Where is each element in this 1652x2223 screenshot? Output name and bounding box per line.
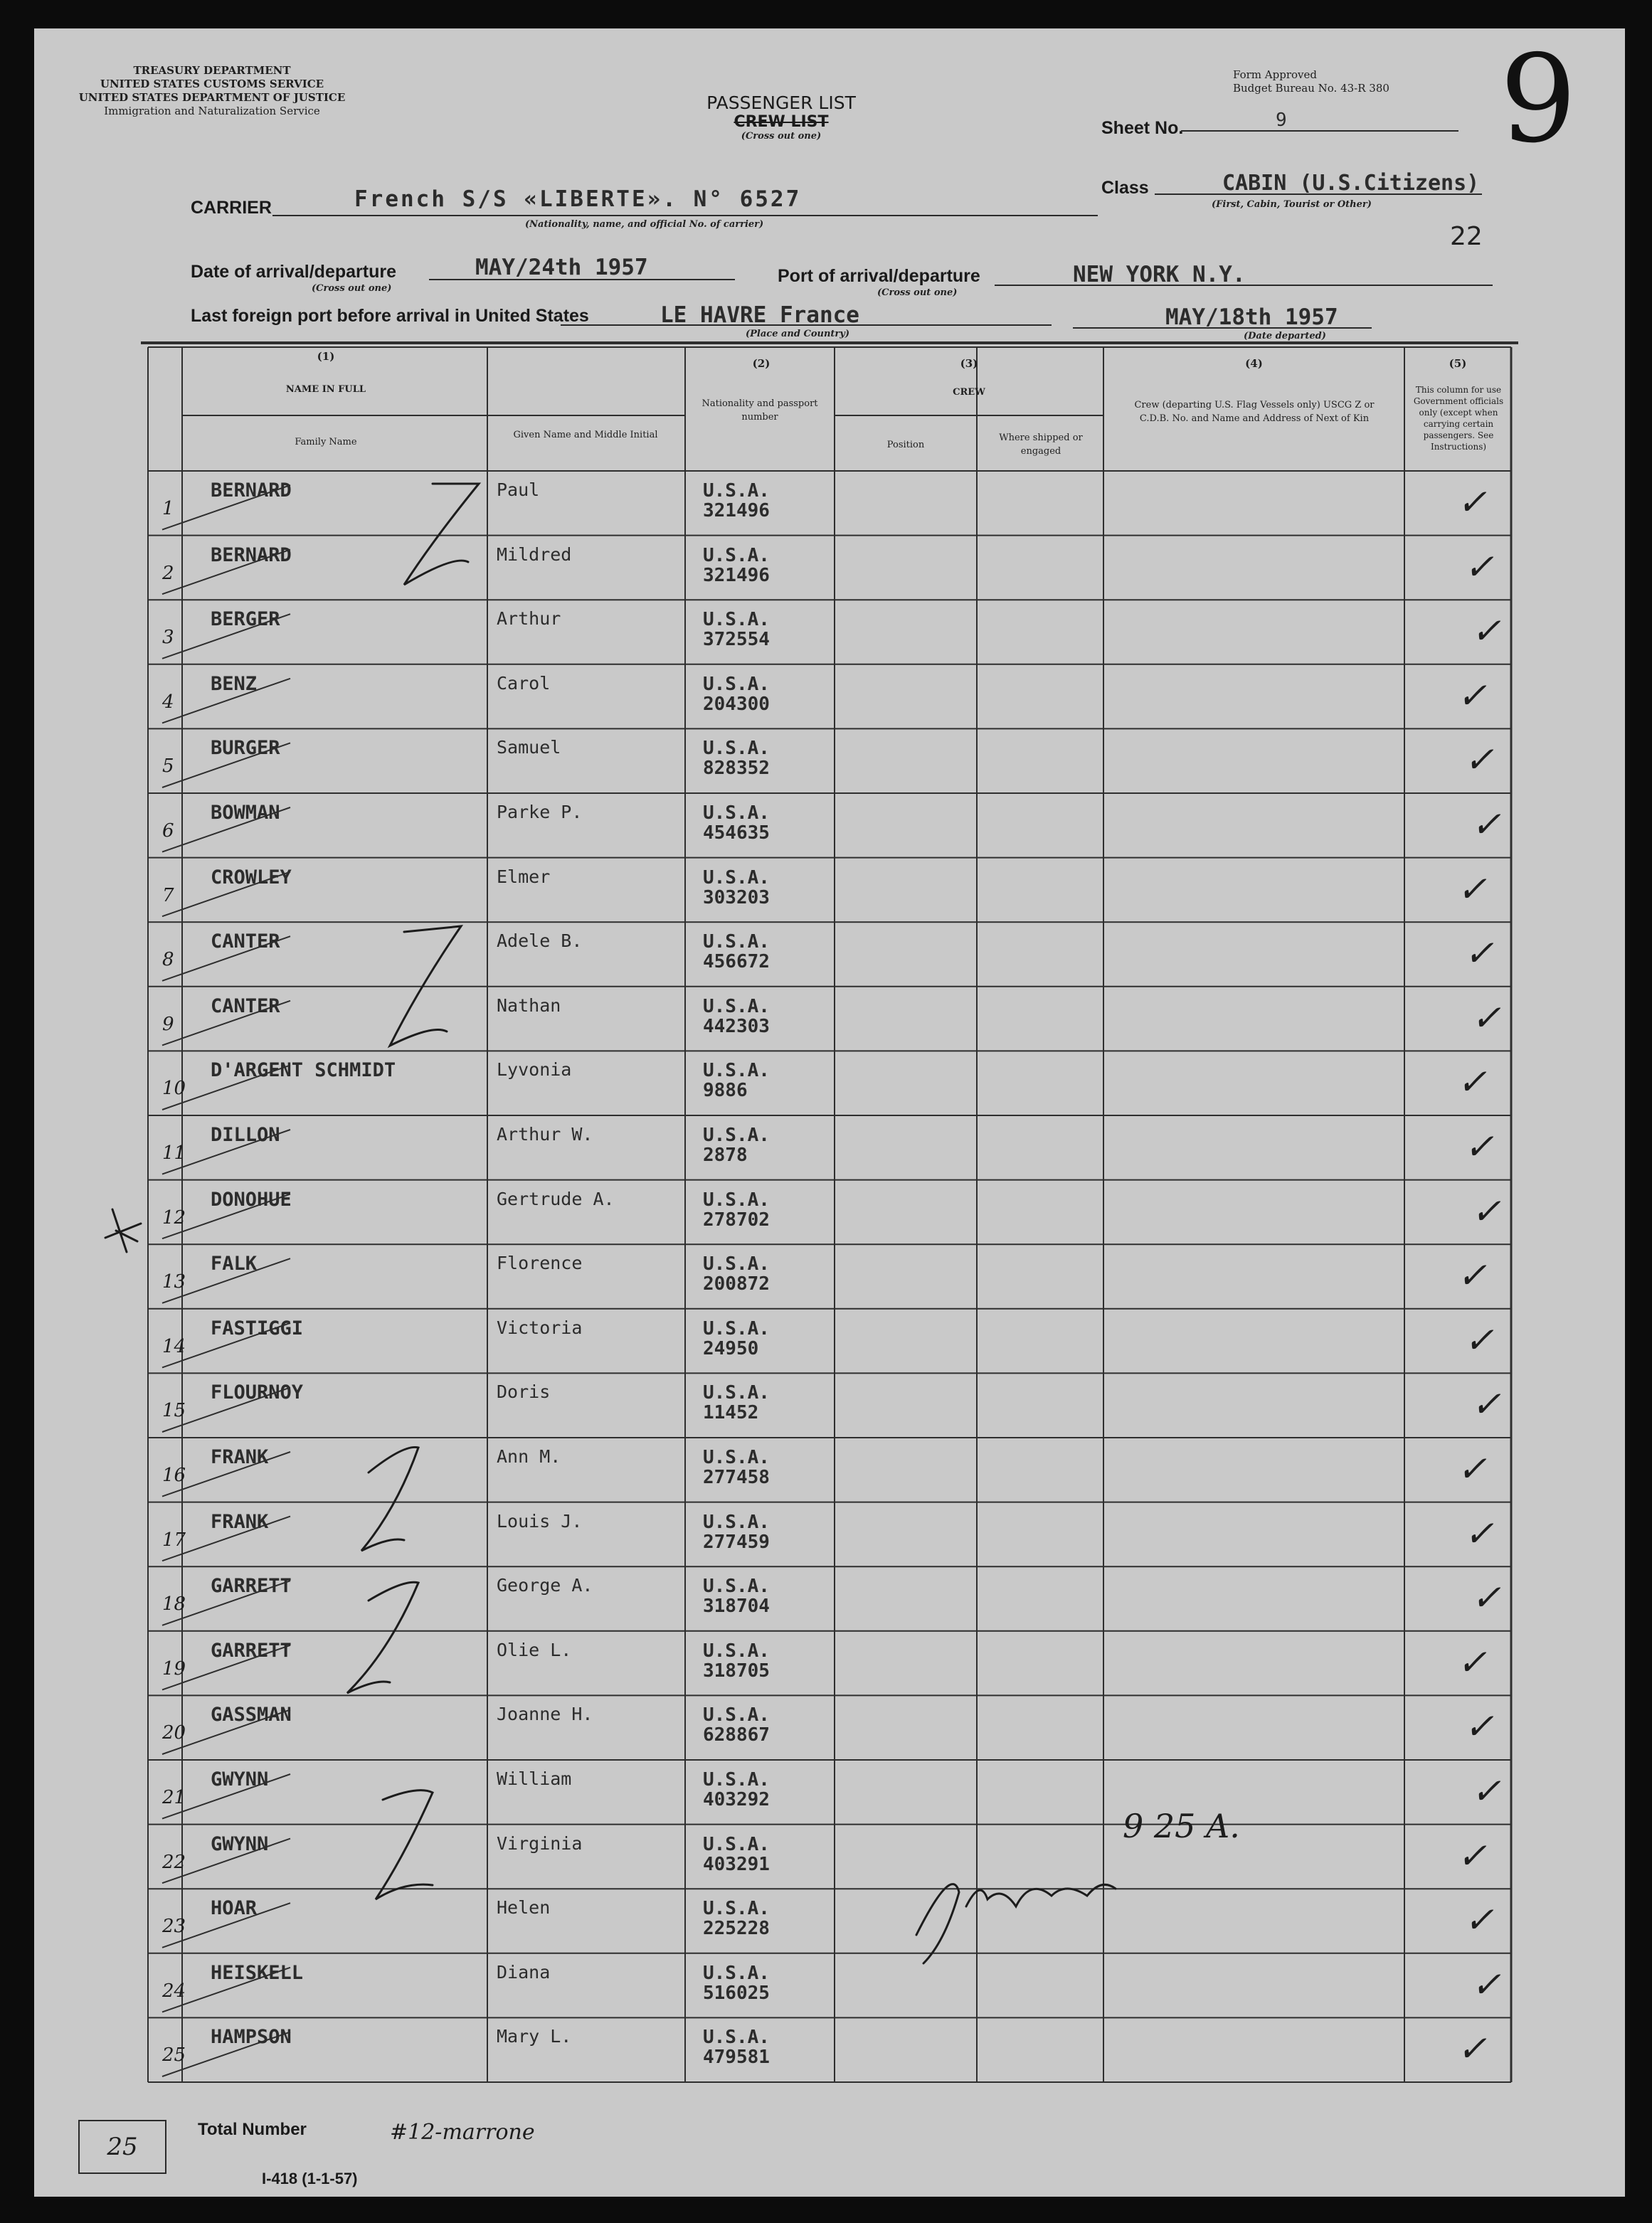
passport-number: 318705 — [703, 1660, 770, 1682]
family-name: FASTIGGI — [211, 1317, 304, 1339]
port-value: NEW YORK N.Y. — [1073, 262, 1246, 287]
family-mark-canter — [390, 926, 461, 1046]
family-name: FALK — [211, 1253, 258, 1275]
given-name: Louis J. — [497, 1510, 583, 1532]
check-mark: ✓ — [1471, 1771, 1501, 1812]
row-number: 2 — [162, 562, 174, 584]
check-mark: ✓ — [1471, 610, 1501, 652]
passport-number: 303203 — [703, 886, 770, 908]
given-name: Florence — [497, 1253, 583, 1274]
given-name: George A. — [497, 1575, 593, 1596]
port-label: Port of arrival/departure — [778, 266, 980, 286]
passport-number: 456672 — [703, 951, 770, 973]
passport-number: 225228 — [703, 1918, 770, 1940]
passport-number: 454635 — [703, 822, 770, 844]
handwriting-marks — [34, 28, 1625, 2197]
row-number: 6 — [162, 820, 174, 842]
row-number: 13 — [162, 1271, 186, 1293]
check-mark: ✓ — [1457, 1448, 1487, 1490]
passport-number: 277459 — [703, 1531, 770, 1553]
given-name: William — [497, 1768, 572, 1789]
signature-note: 9 25 A. — [1123, 1807, 1240, 1845]
col3-number: (3) — [960, 357, 978, 370]
row-number: 7 — [162, 884, 174, 906]
given-name: Victoria — [497, 1317, 583, 1338]
check-mark: ✓ — [1464, 1706, 1494, 1748]
family-name: GWYNN — [211, 1832, 269, 1855]
given-name: Elmer — [497, 866, 551, 887]
big-sheet-number: 9 — [1500, 29, 1577, 170]
total-box-value: 25 — [107, 2133, 138, 2161]
total-note: #12-marrone — [390, 2120, 535, 2145]
family-name: HEISKELL — [211, 1961, 304, 1984]
form-number: I-418 (1-1-57) — [262, 2170, 358, 2187]
given-name: Carol — [497, 672, 551, 694]
carrier-hint: (Nationality, name, and official No. of carrier) — [525, 219, 764, 230]
given-name: Adele B. — [497, 930, 583, 952]
row-number: 1 — [162, 498, 174, 519]
agency-line-3: UNITED STATES DEPARTMENT OF JUSTICE — [78, 91, 346, 104]
row12-note-mark — [105, 1209, 141, 1252]
family-name: GWYNN — [211, 1768, 269, 1790]
row-number: 12 — [162, 1206, 186, 1229]
row-number: 25 — [162, 2044, 186, 2067]
check-mark: ✓ — [1464, 1319, 1494, 1361]
nationality: U.S.A. — [703, 1125, 770, 1146]
total-label: Total Number — [198, 2120, 307, 2139]
check-mark: ✓ — [1464, 1512, 1494, 1554]
col5-title: This column for use Government officials only (except when carrying certain passengers. See Instructions) — [1413, 385, 1504, 452]
check-mark: ✓ — [1471, 1384, 1501, 1426]
row-number: 5 — [162, 755, 174, 778]
given-name: Lyvonia — [497, 1059, 572, 1081]
row-number: 18 — [162, 1593, 186, 1615]
passport-number: 372554 — [703, 629, 770, 651]
family-name: DILLON — [211, 1124, 280, 1146]
check-mark: ✓ — [1457, 868, 1487, 910]
carrier-label: CARRIER — [191, 198, 272, 218]
arrival-value: MAY/24th 1957 — [475, 255, 648, 280]
port-hint: (Cross out one) — [877, 287, 958, 298]
nationality: U.S.A. — [703, 738, 770, 760]
family-name: GASSMAN — [211, 1704, 292, 1726]
check-mark: ✓ — [1464, 546, 1494, 588]
last-port-hint: (Place and Country) — [746, 329, 849, 339]
family-name: FRANK — [211, 1510, 269, 1533]
family-name: BERGER — [211, 608, 280, 631]
given-name: Paul — [497, 479, 540, 500]
agency-line-4: Immigration and Naturalization Service — [104, 105, 320, 117]
check-mark: ✓ — [1471, 1577, 1501, 1619]
check-mark: ✓ — [1457, 674, 1487, 716]
row-number: 11 — [162, 1142, 186, 1164]
agency-line-2: UNITED STATES CUSTOMS SERVICE — [100, 78, 324, 90]
passport-number: 204300 — [703, 693, 770, 715]
nationality: U.S.A. — [703, 673, 770, 695]
passport-number: 628867 — [703, 1724, 770, 1746]
family-name: BENZ — [211, 672, 258, 695]
family-name: BERNARD — [211, 479, 292, 502]
arrival-hint: (Cross out one) — [312, 283, 392, 294]
nationality: U.S.A. — [703, 1253, 770, 1275]
last-port-date-hint: (Date departed) — [1244, 331, 1326, 341]
nationality: U.S.A. — [703, 1704, 770, 1726]
title-hint: (Cross out one) — [741, 131, 822, 142]
last-port-label: Last foreign port before arrival in United States — [191, 306, 589, 326]
family-mark-gwynn — [376, 1790, 433, 1899]
nationality: U.S.A. — [703, 1511, 770, 1533]
check-mark: ✓ — [1471, 997, 1501, 1039]
col4-title: Crew (departing U.S. Flag Vessels only) USCG Z or C.D.B. No. and Name and Address of Next of Kin — [1134, 400, 1375, 424]
row-number: 21 — [162, 1787, 186, 1808]
nationality: U.S.A. — [703, 1833, 770, 1855]
family-name: CROWLEY — [211, 866, 292, 888]
family-name: GARRETT — [211, 1639, 292, 1662]
passenger-list-form — [34, 28, 1625, 2197]
given-name: Diana — [497, 1961, 551, 1983]
given-name: Mary L. — [497, 2026, 572, 2047]
passport-number: 516025 — [703, 1982, 770, 2004]
arrival-label: Date of arrival/departure — [191, 262, 396, 282]
col3-title: CREW — [953, 387, 985, 398]
class-label: Class — [1101, 178, 1149, 198]
family-name: FRANK — [211, 1446, 269, 1468]
family-name: HOAR — [211, 1897, 258, 1920]
col1-number: (1) — [317, 350, 335, 363]
passport-number: 479581 — [703, 2047, 770, 2069]
title-crew-list-crossed: CREW LIST — [734, 113, 829, 131]
family-name: GARRETT — [211, 1575, 292, 1598]
given-name: Samuel — [497, 737, 561, 758]
class-stamp: 22 — [1450, 222, 1483, 251]
row-number: 17 — [162, 1529, 186, 1551]
family-name: DONOHUE — [211, 1188, 292, 1211]
total-box — [78, 2120, 166, 2174]
given-name: Mildred — [497, 543, 572, 565]
passport-number: 200872 — [703, 1273, 770, 1295]
nationality: U.S.A. — [703, 1576, 770, 1598]
col-position: Position — [886, 440, 925, 450]
row-number: 15 — [162, 1400, 186, 1422]
nationality: U.S.A. — [703, 1447, 770, 1468]
class-value: CABIN (U.S.Citizens) — [1222, 171, 1480, 196]
nationality: U.S.A. — [703, 1769, 770, 1790]
family-name: BOWMAN — [211, 802, 280, 824]
col-family-name: Family Name — [295, 437, 357, 447]
given-name: Virginia — [497, 1832, 583, 1854]
family-mark-garrett — [347, 1582, 418, 1693]
nationality: U.S.A. — [703, 2027, 770, 2049]
row-number: 22 — [162, 1851, 186, 1873]
passport-number: 828352 — [703, 758, 770, 780]
family-name: FLOURNOY — [211, 1381, 304, 1404]
row-number: 10 — [162, 1078, 186, 1100]
row-number: 3 — [162, 627, 174, 649]
family-mark-frank — [361, 1447, 418, 1551]
last-port-date: MAY/18th 1957 — [1165, 304, 1338, 330]
nationality: U.S.A. — [703, 1060, 770, 1082]
check-mark: ✓ — [1457, 1641, 1487, 1683]
passport-number: 24950 — [703, 1337, 759, 1359]
form-approved-line-1: Form Approved — [1233, 68, 1317, 81]
check-mark: ✓ — [1457, 1255, 1487, 1297]
sheet-label: Sheet No. — [1101, 118, 1184, 138]
passport-number: 278702 — [703, 1209, 770, 1231]
carrier-value: French S/S «LIBERTE». N° 6527 — [354, 186, 802, 212]
nationality: U.S.A. — [703, 609, 770, 631]
check-mark: ✓ — [1464, 1899, 1494, 1941]
given-name: Helen — [497, 1897, 551, 1919]
nationality: U.S.A. — [703, 544, 770, 566]
nationality: U.S.A. — [703, 1189, 770, 1211]
family-name: CANTER — [211, 930, 280, 953]
family-name: HAMPSON — [211, 2026, 292, 2049]
family-name: BERNARD — [211, 543, 292, 566]
row-number: 4 — [162, 691, 174, 713]
sheet-value: 9 — [1276, 110, 1287, 131]
passport-number: 2878 — [703, 1145, 748, 1166]
family-name: D'ARGENT SCHMIDT — [211, 1059, 396, 1082]
given-name: Parke P. — [497, 802, 583, 822]
passport-number: 442303 — [703, 1015, 770, 1037]
last-port-value: LE HAVRE France — [660, 302, 859, 328]
nationality: U.S.A. — [703, 1962, 770, 1984]
row-number: 9 — [162, 1013, 174, 1035]
row-number: 8 — [162, 949, 174, 971]
col-where-shipped: Where shipped or engaged — [999, 433, 1083, 457]
check-mark: ✓ — [1457, 1835, 1487, 1877]
row-number: 23 — [162, 1916, 186, 1938]
passport-number: 9886 — [703, 1080, 748, 1102]
agency-line-1: TREASURY DEPARTMENT — [133, 64, 291, 77]
passport-number: 318704 — [703, 1596, 770, 1618]
family-name: BURGER — [211, 737, 280, 760]
check-mark: ✓ — [1471, 804, 1501, 845]
passport-number: 277458 — [703, 1467, 770, 1488]
col2-number: (2) — [752, 357, 771, 370]
family-name: CANTER — [211, 994, 280, 1017]
given-name: Doris — [497, 1381, 551, 1403]
passport-number: 403291 — [703, 1853, 770, 1875]
check-mark: ✓ — [1464, 933, 1494, 975]
check-mark: ✓ — [1457, 482, 1487, 523]
check-mark: ✓ — [1464, 1126, 1494, 1167]
nationality: U.S.A. — [703, 1317, 770, 1339]
class-hint: (First, Cabin, Tourist or Other) — [1212, 199, 1372, 210]
given-name: Gertrude A. — [497, 1188, 615, 1209]
form-approved-line-2: Budget Bureau No. 43-R 380 — [1233, 82, 1389, 95]
signature-mark — [916, 1884, 1116, 1963]
row-number: 16 — [162, 1465, 186, 1486]
check-mark: ✓ — [1457, 2028, 1487, 2070]
title-passenger-list: PASSENGER LIST — [706, 92, 856, 113]
check-mark: ✓ — [1457, 1061, 1487, 1103]
given-name: Arthur W. — [497, 1124, 593, 1145]
nationality: U.S.A. — [703, 1898, 770, 1920]
col5-number: (5) — [1449, 357, 1467, 370]
nationality: U.S.A. — [703, 995, 770, 1017]
passport-number: 321496 — [703, 500, 770, 521]
col2-title: Nationality and passport number — [701, 398, 818, 423]
nationality: U.S.A. — [703, 480, 770, 502]
row-number: 14 — [162, 1335, 186, 1357]
given-name: Arthur — [497, 608, 561, 630]
check-mark: ✓ — [1464, 739, 1494, 781]
col4-number: (4) — [1245, 357, 1263, 370]
given-name: Nathan — [497, 994, 561, 1016]
family-mark-bernard — [404, 484, 479, 585]
given-name: Joanne H. — [497, 1704, 593, 1725]
col1-title: NAME IN FULL — [285, 384, 366, 395]
nationality: U.S.A. — [703, 866, 770, 888]
given-name: Olie L. — [497, 1639, 572, 1660]
passport-number: 403292 — [703, 1789, 770, 1810]
row-number: 19 — [162, 1657, 186, 1680]
nationality: U.S.A. — [703, 1382, 770, 1404]
given-name: Ann M. — [497, 1446, 561, 1467]
check-mark: ✓ — [1471, 1190, 1501, 1232]
nationality: U.S.A. — [703, 1640, 770, 1662]
row-number: 20 — [162, 1722, 186, 1744]
col-given-name: Given Name and Middle Initial — [513, 430, 658, 440]
row-number: 24 — [162, 1980, 186, 2002]
check-mark: ✓ — [1471, 1963, 1501, 2005]
passport-number: 11452 — [703, 1402, 759, 1424]
nationality: U.S.A. — [703, 931, 770, 953]
passport-number: 321496 — [703, 564, 770, 586]
nationality: U.S.A. — [703, 802, 770, 824]
